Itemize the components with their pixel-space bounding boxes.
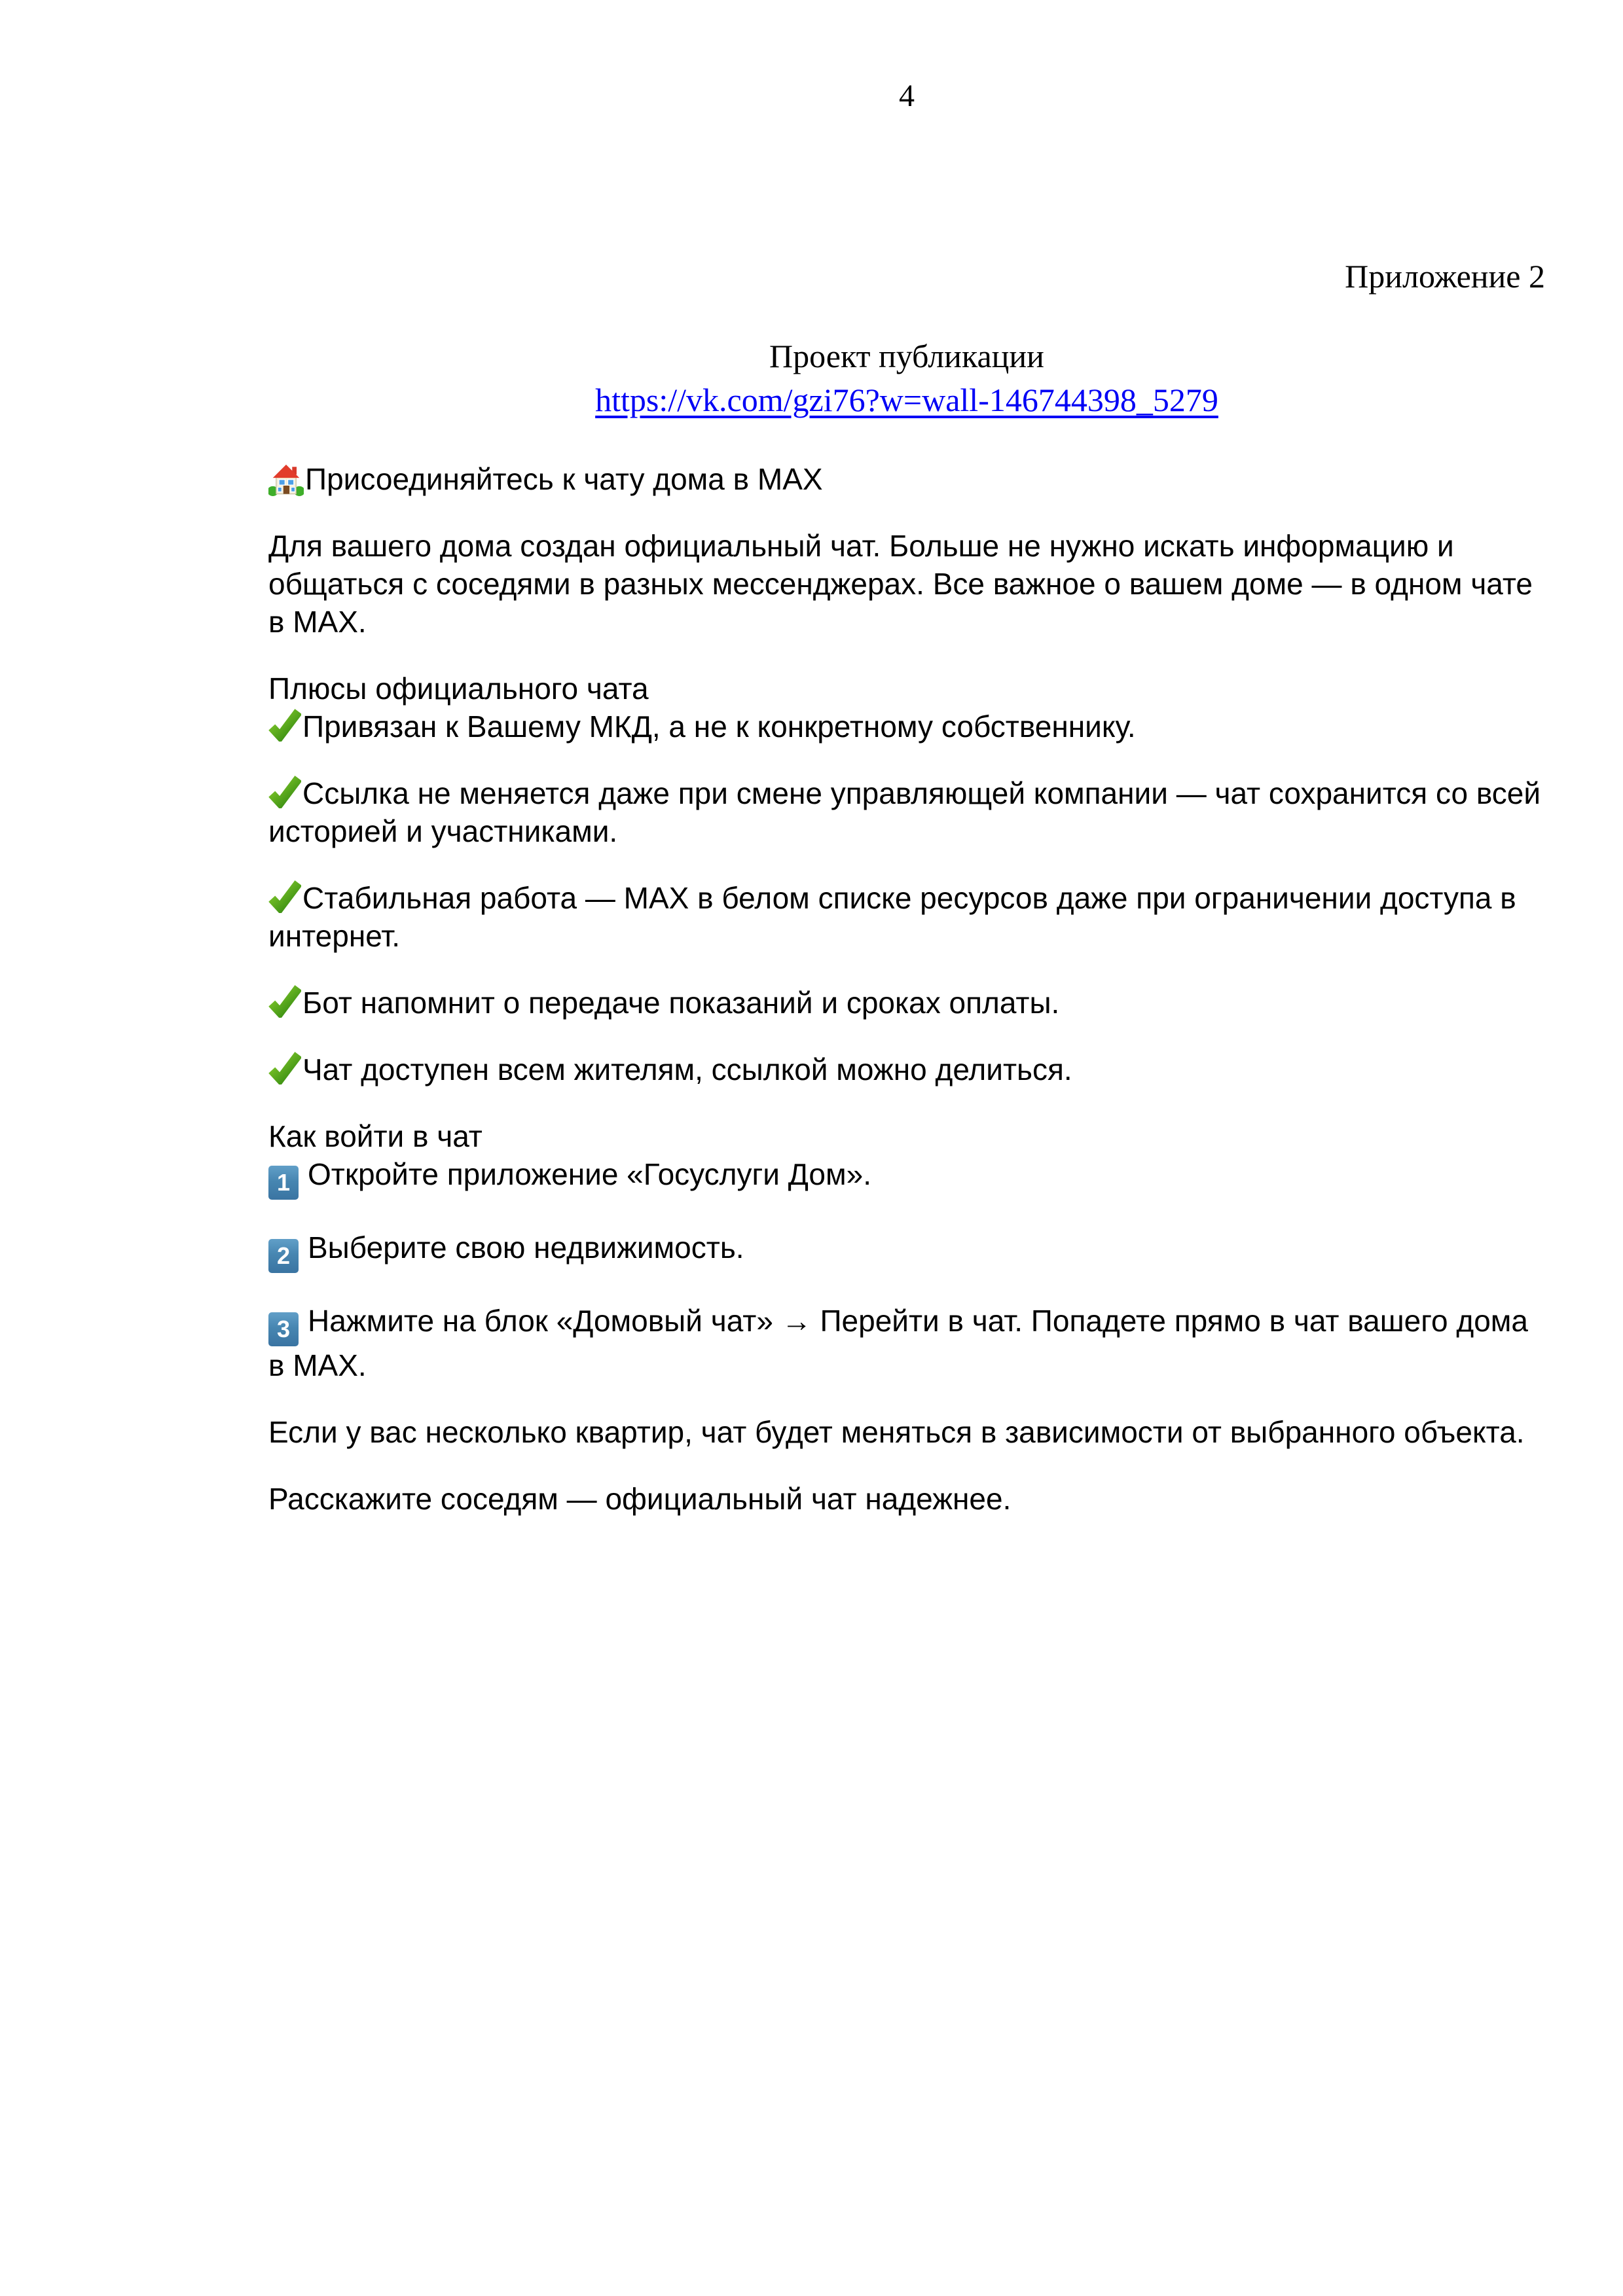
- pro-item: [268, 774, 1545, 850]
- house-icon: [268, 461, 304, 496]
- check-icon: [268, 879, 301, 913]
- step-text: Откройте приложение «Госуслуги Дом».: [308, 1157, 871, 1191]
- howto-title: Как войти в чат: [268, 1119, 483, 1153]
- publication-link-line: [268, 378, 1545, 422]
- vk-post-link[interactable]: https://vk.com/gzi76?w=wall-146744398_5279: [595, 382, 1218, 418]
- pros-section-start: [268, 670, 1545, 745]
- check-icon: [268, 708, 301, 742]
- step-item: [268, 1302, 1545, 1384]
- post-headline: [268, 460, 1545, 498]
- pro-item-text: Стабильная работа — MAX в белом списке ресурсов даже при ограничении доступа в интернет.: [268, 881, 1516, 953]
- pro-item-text: Ссылка не меняется даже при смене управляющей компании — чат сохранится со всей историей и участниками.: [268, 776, 1541, 848]
- keycap-3-icon: 3: [268, 1312, 299, 1346]
- keycap-1-icon: 1: [268, 1166, 299, 1200]
- outro-paragraph: Расскажите соседям — официальный чат надежнее.: [268, 1482, 1012, 1516]
- page-number: 4: [899, 79, 915, 113]
- step-item: [268, 1229, 1545, 1273]
- pros-title: Плюсы официального чата: [268, 672, 649, 706]
- publication-title: Проект публикации: [769, 338, 1044, 374]
- page-content: [268, 0, 1545, 1518]
- howto-section-start: [268, 1117, 1545, 1200]
- note-paragraph: Если у вас несколько квартир, чат будет меняться в зависимости от выбранного объекта.: [268, 1415, 1525, 1449]
- keycap-2-icon: 2: [268, 1239, 299, 1273]
- pro-item: [268, 984, 1545, 1022]
- check-icon: [268, 774, 301, 808]
- intro-paragraph: Для вашего дома создан официальный чат. Больше не нужно искать информацию и общаться с соседями в разных мессенджерах. Все важное о вашем доме — в одном чате в MAX.: [268, 529, 1533, 639]
- step-text: Нажмите на блок «Домовый чат» → Перейти в чат. Попадете прямо в чат вашего дома в MAX.: [268, 1304, 1528, 1382]
- pro-item: [268, 879, 1545, 955]
- appendix-label: Приложение 2: [1345, 258, 1545, 295]
- post-body: [268, 460, 1545, 1518]
- step-text: Выберите свою недвижимость.: [308, 1230, 744, 1265]
- pro-item-text: Чат доступен всем жителям, ссылкой можно делиться.: [302, 1052, 1072, 1086]
- check-icon: [268, 984, 301, 1018]
- pro-item: [268, 1050, 1545, 1088]
- check-icon: [268, 1050, 301, 1085]
- pro-item-text: Бот напомнит о передаче показаний и сроках оплаты.: [302, 986, 1060, 1020]
- pro-item-text: Привязан к Вашему МКД, а не к конкретному собственнику.: [302, 709, 1136, 744]
- headline-text: Присоединяйтесь к чату дома в MAX: [305, 462, 823, 496]
